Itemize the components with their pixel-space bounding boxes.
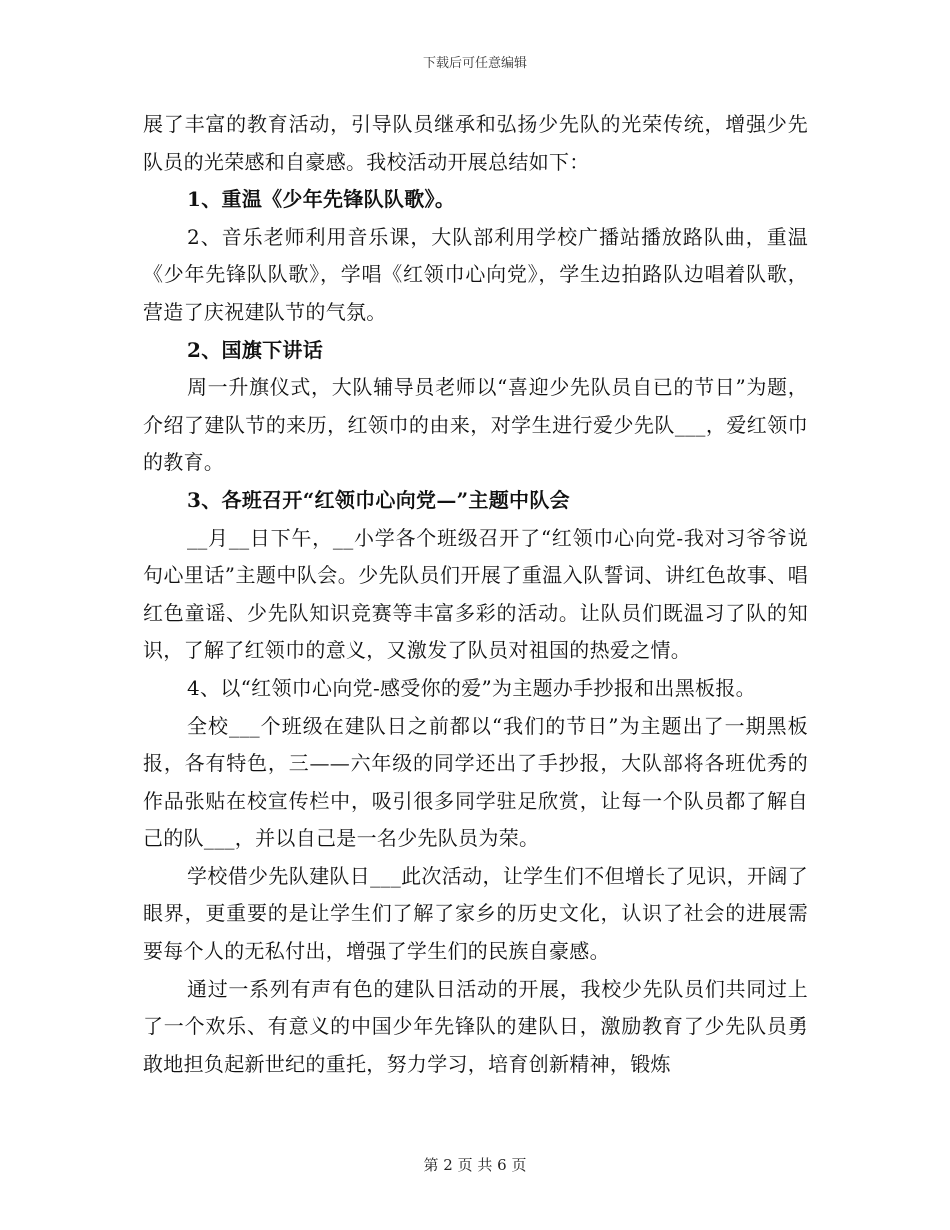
section-heading-1: 1、重温《少年先锋队队歌》。 — [187, 187, 456, 212]
paragraph-conclusion: 通过一系列有声有色的建队日活动的开展，我校少先队员们共同过上了一个欢乐、有意义的中国少年先锋队的建队日，激励教育了少先队员勇敢地担负起新世纪的重托，努力学习，培育创新精神，锻炼 — [143, 976, 808, 1076]
section-heading-3: 3、各班召开“红领巾心向党—”主题中队会 — [187, 487, 570, 512]
section-heading-2: 2、国旗下讲话 — [187, 337, 324, 362]
paragraph-music-class: 2、音乐老师利用音乐课，大队部利用学校广播站播放路队曲，重温《少年先锋队队歌》，学唱《红领巾心向党》，学生边拍路队边唱着队歌，营造了庆祝建队节的气氛。 — [143, 224, 808, 324]
paragraph-school-summary: 学校借少先队建队日___此次活动，让学生们不但增长了见识，开阔了眼界，更重要的是让学生们了解了家乡的历史文化，认识了社会的进展需要每个人的无私付出，增强了学生们的民族自豪感。 — [143, 863, 808, 964]
paragraph-item-4: 4、以“红领巾心向党-感受你的爱”为主题办手抄报和出黑板报。 — [187, 675, 756, 700]
paragraph-flag-ceremony: 周一升旗仪式，大队辅导员老师以“喜迎少先队员自已的节日”为题，介绍了建队节的来历，红领巾的由来，对学生进行爱少先队___，爱红领巾的教育。 — [143, 375, 808, 475]
paragraph-intro: 展了丰富的教育活动，引导队员继承和弘扬少先队的光荣传统，增强少先队员的光荣感和自豪感。我校活动开展总结如下： — [143, 112, 808, 174]
document-body — [143, 106, 808, 1083]
page-header-note: 下载后可任意编辑 — [422, 56, 527, 71]
paragraph-blackboard: 全校___个班级在建队日之前都以“我们的节日”为主题出了一期黑板报，各有特色，三——六年级的同学还出了手抄报，大队部将各班优秀的作品张贴在校宣传栏中，吸引很多同学驻足欣赏，让每一个队员都了解自己的队___，并以自己是一名少先队员为荣。 — [143, 713, 808, 851]
page-number: 第 2 页 共 6 页 — [423, 1156, 527, 1174]
paragraph-class-meeting: __月__日下午，__小学各个班级召开了“红领巾心向党-我对习爷爷说句心里话”主题中队会。少先队员们开展了重温入队誓词、讲红色故事、唱红色童谣、少先队知识竞赛等丰富多彩的活动。让队员们既温习了队的知识，了解了红领巾的意义，又激发了队员对祖国的热爱之情。 — [143, 525, 808, 663]
